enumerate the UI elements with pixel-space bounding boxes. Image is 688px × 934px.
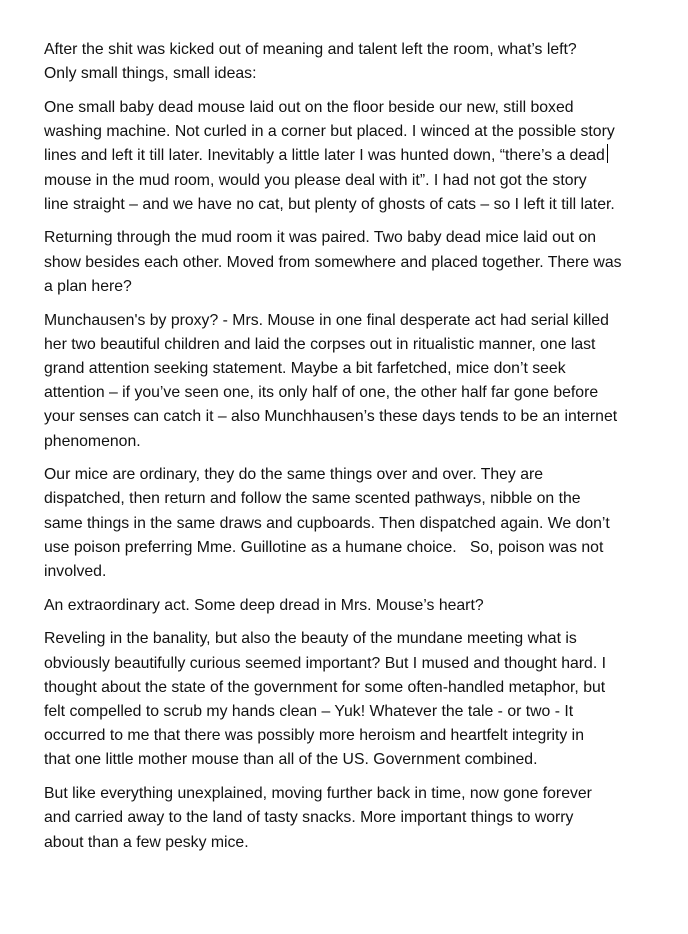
paragraph-7 bbox=[44, 627, 684, 772]
text-line: involved. bbox=[44, 563, 107, 581]
text-line-with-cursor bbox=[44, 144, 684, 168]
text-line: and carried away to the land of tasty snacks. More important things to worry bbox=[44, 809, 574, 827]
text-line: line straight – and we have no cat, but plenty of ghosts of cats – so I left it till later. bbox=[44, 195, 615, 213]
text-line: An extraordinary act. Some deep dread in Mrs. Mouse’s heart? bbox=[44, 596, 484, 614]
text-line: phenomenon. bbox=[44, 432, 141, 450]
text-line: your senses can catch it – also Munchhausen’s these days tends to be an internet bbox=[44, 408, 618, 426]
text-line: attention – if you’ve seen one, its only half of one, the other half far gone before bbox=[44, 384, 599, 402]
text-line: felt compelled to scrub my hands clean – Yuk! Whatever the tale - or two - It bbox=[44, 703, 574, 721]
text-line: a plan here? bbox=[44, 277, 132, 295]
text-line: obviously beautifully curious seemed important? But I mused and thought hard. I bbox=[44, 654, 606, 672]
text-line: use poison preferring Mme. Guillotine as a humane choice. So, poison was not bbox=[44, 538, 604, 556]
paragraph-3 bbox=[44, 226, 684, 299]
text-line: her two beautiful children and laid the corpses out in ritualistic manner, one last bbox=[44, 335, 596, 353]
text-line: about than a few pesky mice. bbox=[44, 833, 249, 851]
text-line: same things in the same draws and cupboards. Then dispatched again. We don’t bbox=[44, 514, 610, 532]
text-cursor bbox=[607, 144, 608, 163]
text-line: One small baby dead mouse laid out on the floor beside our new, still boxed bbox=[44, 98, 574, 116]
text-line: Reveling in the banality, but also the beauty of the mundane meeting what is bbox=[44, 630, 577, 648]
document-body[interactable] bbox=[44, 38, 684, 864]
text-line: dispatched, then return and follow the same scented pathways, nibble on the bbox=[44, 490, 581, 508]
text-line: But like everything unexplained, moving further back in time, now gone forever bbox=[44, 785, 592, 803]
text-line: mouse in the mud room, would you please deal with it”. I had not got the story bbox=[44, 171, 587, 189]
text-line: grand attention seeking statement. Maybe a bit farfetched, mice don’t seek bbox=[44, 359, 566, 377]
text-line: After the shit was kicked out of meaning and talent left the room, what’s left? bbox=[44, 41, 577, 58]
text-line: Our mice are ordinary, they do the same things over and over. They are bbox=[44, 466, 544, 484]
paragraph-8 bbox=[44, 782, 684, 855]
text-line: thought about the state of the government for some often-handled metaphor, but bbox=[44, 678, 606, 696]
text-line: Returning through the mud room it was paired. Two baby dead mice laid out on bbox=[44, 229, 597, 247]
text-line: occurred to me that there was possibly more heroism and heartfelt integrity in bbox=[44, 727, 584, 745]
text-line: Munchausen's by proxy? - Mrs. Mouse in one final desperate act had serial killed bbox=[44, 311, 609, 329]
paragraph-4 bbox=[44, 309, 684, 454]
text-line: that one little mother mouse than all of the US. Government combined. bbox=[44, 751, 538, 769]
paragraph-1 bbox=[44, 38, 684, 86]
text-line: show besides each other. Moved from somewhere and placed together. There was bbox=[44, 253, 622, 271]
text-line: lines and left it till later. Inevitably a little later I was hunted down, “there’s a dead bbox=[44, 147, 605, 165]
paragraph-5 bbox=[44, 463, 684, 584]
text-line: washing machine. Not curled in a corner but placed. I winced at the possible story bbox=[44, 123, 615, 141]
text-line: Only small things, small ideas: bbox=[44, 65, 257, 83]
paragraph-6 bbox=[44, 594, 684, 618]
paragraph-2 bbox=[44, 96, 684, 217]
